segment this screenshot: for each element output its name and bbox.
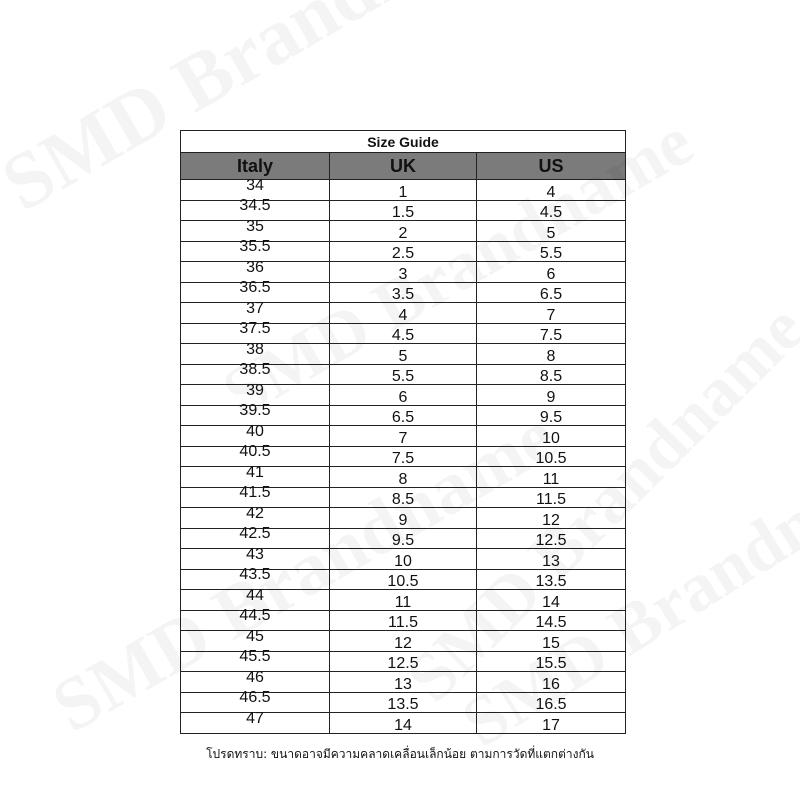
us-size-cell: 10.5	[477, 446, 626, 467]
us-size-cell: 12	[477, 508, 626, 529]
uk-size-cell: 11	[330, 590, 477, 611]
uk-size-cell: 1.5	[330, 200, 477, 221]
us-size-cell: 4	[477, 180, 626, 201]
us-size-cell: 7.5	[477, 323, 626, 344]
uk-size-cell: 6.5	[330, 405, 477, 426]
us-size-cell: 9.5	[477, 405, 626, 426]
column-header-us: US	[477, 153, 626, 180]
italy-size-cell: 43.5	[181, 569, 330, 590]
uk-size-cell: 13	[330, 672, 477, 693]
uk-size-cell: 6	[330, 385, 477, 406]
italy-size-cell: 44	[181, 590, 330, 611]
italy-size-cell: 37	[181, 303, 330, 324]
italy-size-cell: 36	[181, 262, 330, 283]
uk-size-cell: 11.5	[330, 610, 477, 631]
italy-size-cell: 38	[181, 344, 330, 365]
size-guide-table	[180, 130, 626, 734]
italy-size-cell: 42	[181, 508, 330, 529]
italy-size-cell: 45	[181, 631, 330, 652]
italy-size-cell: 43	[181, 549, 330, 570]
us-size-cell: 8.5	[477, 364, 626, 385]
uk-size-cell: 4	[330, 303, 477, 324]
italy-size-cell: 34.5	[181, 200, 330, 221]
uk-size-cell: 9.5	[330, 528, 477, 549]
us-size-cell: 15	[477, 631, 626, 652]
size-note: โปรดทราบ: ขนาดอาจมีความคลาดเคลื่อนเล็กน้อย ตามการวัดที่แตกต่างกัน	[206, 747, 594, 761]
uk-size-cell: 5	[330, 344, 477, 365]
italy-size-cell: 42.5	[181, 528, 330, 549]
italy-size-cell: 36.5	[181, 282, 330, 303]
italy-size-cell: 46.5	[181, 692, 330, 713]
uk-size-cell: 14	[330, 713, 477, 734]
italy-size-cell: 38.5	[181, 364, 330, 385]
italy-size-cell: 45.5	[181, 651, 330, 672]
us-size-cell: 5	[477, 221, 626, 242]
italy-size-cell: 40	[181, 426, 330, 447]
us-size-cell: 13	[477, 549, 626, 570]
column-header-italy: Italy	[181, 153, 330, 180]
italy-size-cell: 39	[181, 385, 330, 406]
us-size-cell: 9	[477, 385, 626, 406]
italy-size-cell: 46	[181, 672, 330, 693]
uk-size-cell: 7	[330, 426, 477, 447]
us-size-cell: 11.5	[477, 487, 626, 508]
italy-size-cell: 34	[181, 180, 330, 201]
uk-size-cell: 9	[330, 508, 477, 529]
uk-size-cell: 10	[330, 549, 477, 570]
uk-size-cell: 2	[330, 221, 477, 242]
uk-size-cell: 12	[330, 631, 477, 652]
uk-size-cell: 3.5	[330, 282, 477, 303]
table-title: Size Guide	[181, 131, 626, 153]
us-size-cell: 16	[477, 672, 626, 693]
us-size-cell: 13.5	[477, 569, 626, 590]
us-size-cell: 10	[477, 426, 626, 447]
italy-size-cell: 47	[181, 713, 330, 734]
us-size-cell: 6	[477, 262, 626, 283]
table-body	[181, 176, 626, 734]
us-size-cell: 6.5	[477, 282, 626, 303]
uk-size-cell: 3	[330, 262, 477, 283]
italy-size-cell: 41	[181, 467, 330, 488]
italy-size-cell: 35.5	[181, 241, 330, 262]
uk-size-cell: 8.5	[330, 487, 477, 508]
italy-size-cell: 40.5	[181, 446, 330, 467]
uk-size-cell: 13.5	[330, 692, 477, 713]
uk-size-cell: 10.5	[330, 569, 477, 590]
uk-size-cell: 5.5	[330, 364, 477, 385]
us-size-cell: 8	[477, 344, 626, 365]
uk-size-cell: 2.5	[330, 241, 477, 262]
us-size-cell: 14.5	[477, 610, 626, 631]
italy-size-cell: 35	[181, 221, 330, 242]
us-size-cell: 14	[477, 590, 626, 611]
table-row	[181, 713, 626, 734]
uk-size-cell: 1	[330, 180, 477, 201]
us-size-cell: 15.5	[477, 651, 626, 672]
us-size-cell: 5.5	[477, 241, 626, 262]
us-size-cell: 4.5	[477, 200, 626, 221]
italy-size-cell: 41.5	[181, 487, 330, 508]
us-size-cell: 7	[477, 303, 626, 324]
uk-size-cell: 7.5	[330, 446, 477, 467]
uk-size-cell: 8	[330, 467, 477, 488]
italy-size-cell: 37.5	[181, 323, 330, 344]
italy-size-cell: 39.5	[181, 405, 330, 426]
italy-size-cell: 44.5	[181, 610, 330, 631]
uk-size-cell: 12.5	[330, 651, 477, 672]
us-size-cell: 12.5	[477, 528, 626, 549]
column-header-uk: UK	[330, 153, 477, 180]
us-size-cell: 11	[477, 467, 626, 488]
uk-size-cell: 4.5	[330, 323, 477, 344]
us-size-cell: 17	[477, 713, 626, 734]
us-size-cell: 16.5	[477, 692, 626, 713]
